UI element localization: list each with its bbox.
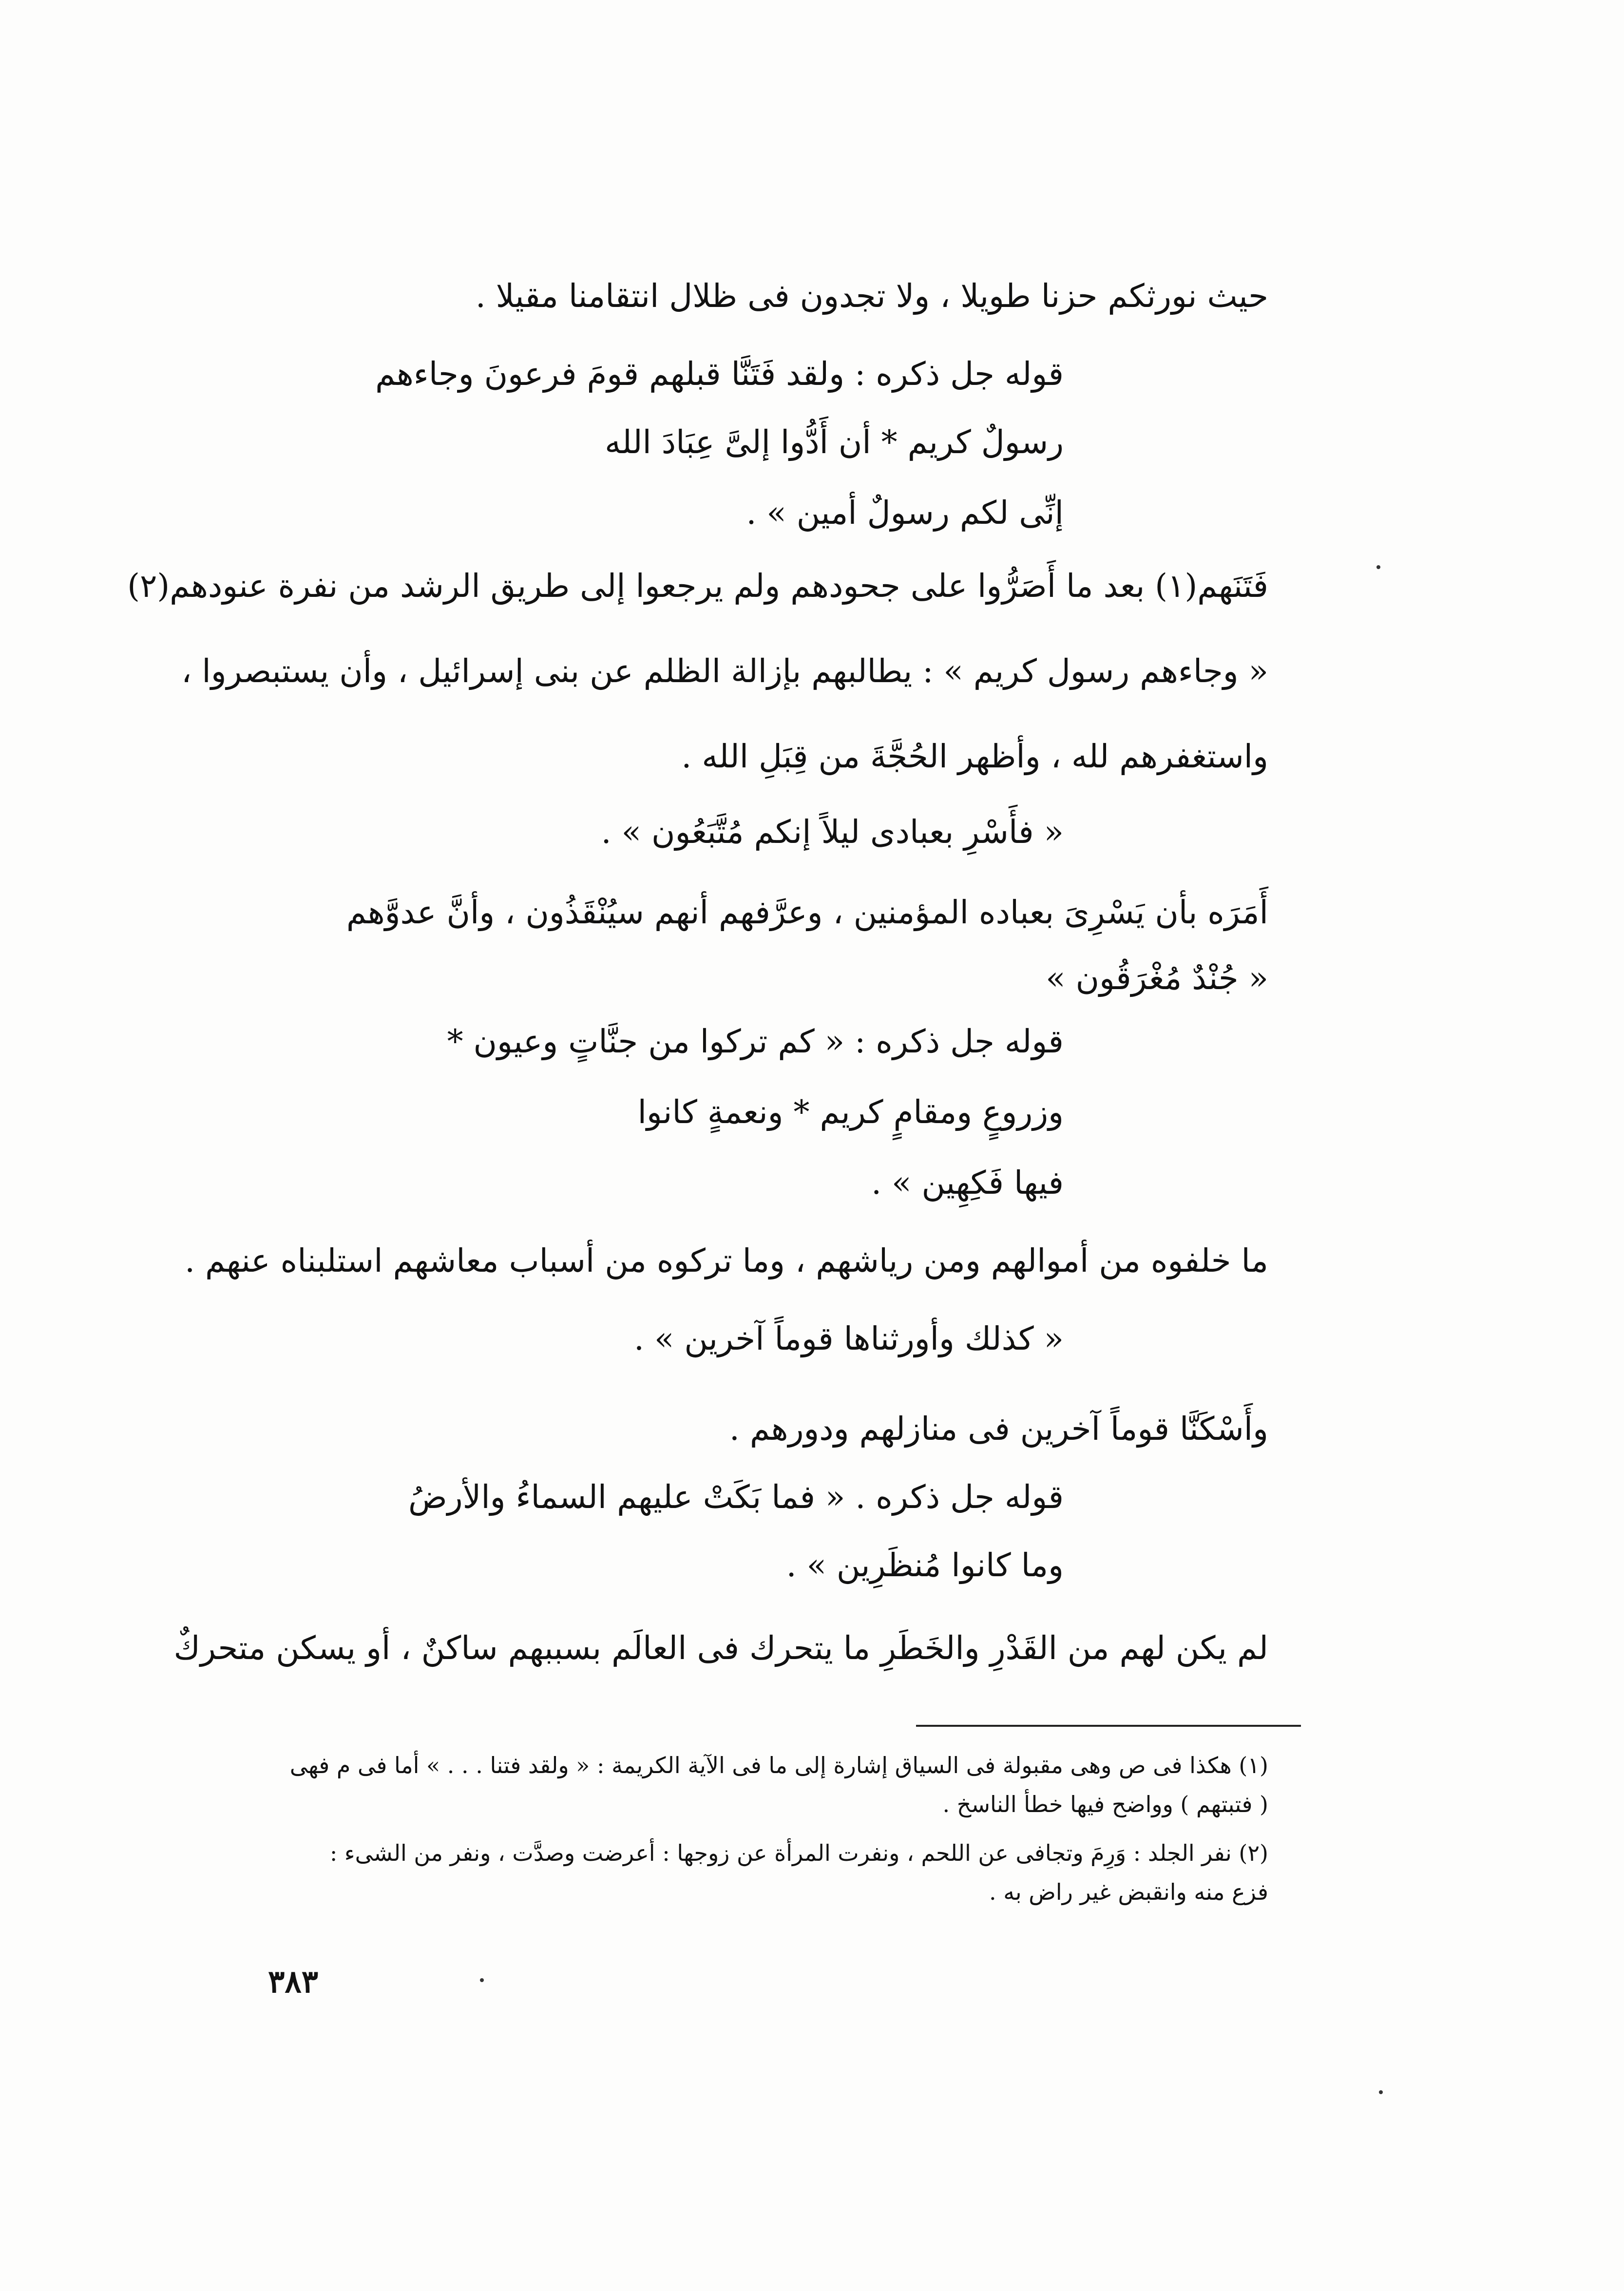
text-line-14: ما خلفوه من أموالهم ومن رياشهم ، وما تركوه من أسباب معاشهم استلبناه عنهم . xyxy=(185,1242,1268,1279)
footnote-1-line-2: ( فتبتهم ) وواضح فيها خطأ الناسخ . xyxy=(942,1791,1268,1817)
text-line-3: رسولٌ كريم * أن أَدُّوا إلىَّ عِبَادَ الله xyxy=(605,423,1064,461)
text-line-6: « وجاءهم رسول كريم » : يطالبهم بإزالة الظلم عن بنى إسرائيل ، وأن يستبصروا ، xyxy=(181,652,1268,690)
scan-speck xyxy=(480,1978,484,1982)
footnote-1-line-1: (١) هكذا فى ص وهى مقبولة فى السياق إشارة إلى ما فى الآية الكريمة : « ولقد فتنا . . . » أما فى م فهى xyxy=(289,1752,1268,1778)
text-line-7: واستغفرهم لله ، وأظهر الحُجَّةَ من قِبَلِ الله . xyxy=(681,738,1268,775)
scan-speck xyxy=(1379,2090,1383,2094)
scan-speck xyxy=(1376,565,1380,569)
text-line-1: حيث نورثكم حزنا طويلا ، ولا تجدون فى ظلال انتقامنا مقيلا . xyxy=(475,277,1268,315)
text-line-17: قوله جل ذكره . « فما بَكَتْ عليهم السماءُ والأرضُ xyxy=(408,1478,1064,1516)
text-line-9: أَمَرَه بأن يَسْرِىَ بعباده المؤمنين ، وعرَّفهم أنهم سيُنْقَذُون ، وأنَّ عدوَّهم xyxy=(346,894,1268,931)
text-line-4: إنِّى لكم رسولٌ أمين » . xyxy=(746,494,1064,532)
footnote-2-line-2: فزع منه وانقبض غير راض به . xyxy=(989,1879,1268,1905)
text-line-11: قوله جل ذكره : « كم تركوا من جنَّاتٍ وعيون * xyxy=(447,1023,1064,1060)
text-line-13: فيها فَكِهِين » . xyxy=(871,1164,1064,1202)
text-line-19: لم يكن لهم من القَدْرِ والخَطَرِ ما يتحرك فى العالَم بسببهم ساكنٌ ، أو يسكن متحركٌ xyxy=(173,1629,1268,1667)
text-line-18: وما كانوا مُنظَرِين » . xyxy=(786,1546,1064,1584)
text-line-12: وزروعٍ ومقامٍ كريم * ونعمةٍ كانوا xyxy=(637,1093,1064,1131)
text-line-5: فَتَنَهم(١) بعد ما أَصَرُّوا على جحودهم ولم يرجعوا إلى طريق الرشد من نفرة عنودهم(٢) xyxy=(127,567,1268,605)
footnote-2-line-1: (٢) نفر الجلد : وَرِمَ وتجافى عن اللحم ، ونفرت المرأة عن زوجها : أعرضت وصدَّت ، ونفر من الشىء : xyxy=(329,1840,1268,1866)
text-line-10: « جُنْدٌ مُغْرَقُون » xyxy=(1046,959,1268,997)
text-line-15: « كذلك وأورثناها قوماً آخرين » . xyxy=(634,1320,1064,1357)
page-number: ٣٨٣ xyxy=(268,1964,319,2000)
text-line-16: وأَسْكَنَّا قوماً آخرين فى منازلهم ودورهم . xyxy=(729,1410,1268,1448)
text-line-8: « فأَسْرِ بعبادى ليلاً إنكم مُتَّبَعُون » . xyxy=(601,813,1064,851)
footnote-separator xyxy=(916,1725,1301,1727)
text-line-2: قوله جل ذكره : ولقد فَتَنَّا قبلهم قومَ فرعونَ وجاءهم xyxy=(375,355,1064,393)
